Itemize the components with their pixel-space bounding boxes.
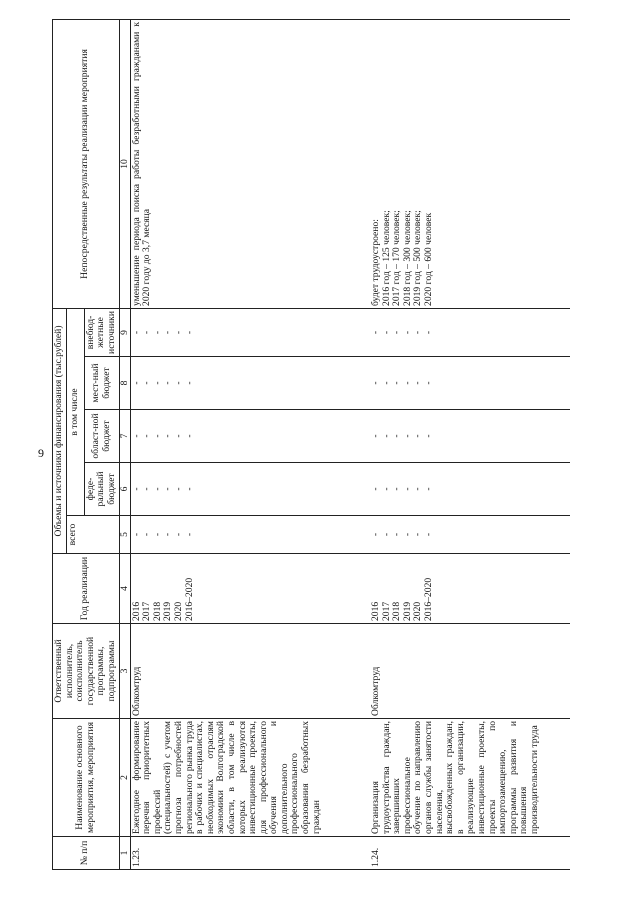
header-funding: Объемы и источники финансирования (тыс.рублей) [53,308,67,553]
column-number: 8 [119,357,130,410]
header-regional: област-ной бюджет [84,410,119,463]
header-year: Год реализации [53,554,120,624]
regional-values: - - - - - - [370,410,570,463]
responsible-executor: Облкомтруд [370,624,570,719]
header-num: № п/п [53,837,120,870]
federal-values: - - - - - - [130,463,370,516]
column-number: 9 [119,308,130,356]
regional-values: - - - - - - [130,410,370,463]
column-numbers-row [119,19,130,869]
column-number: 4 [119,554,130,624]
column-number: 5 [119,516,130,554]
page-number: 9 [38,446,44,460]
table-row [370,19,570,869]
header-responsible: Ответственный исполнитель, соисполнитель государственной программы, подпрограммы [53,624,120,719]
result-text: уменьшение периода поиска работы безработными гражданами к 2020 году до 3,7 месяца [130,19,370,308]
column-number: 10 [119,19,130,308]
years-list: 2016 2017 2018 2019 2020 2016–2020 [130,554,370,624]
result-list: будет трудоустроено: 2016 год – 125 человек; 2017 год – 170 человек; 2018 год – 300 человек; 2019 год – 500 человек; 2020 год – 600 человек [370,19,570,308]
header-extra: внебюд-жетные источники [84,308,119,356]
extra-values: - - - - - - [370,308,570,356]
column-number: 2 [119,719,130,837]
program-table [52,19,570,870]
header-federal: феде-ральный бюджет [84,463,119,516]
header-local: мест-ный бюджет [84,357,119,410]
extra-values: - - - - - - [130,308,370,356]
header-result: Непосредственные результаты реализации мероприятия [53,19,120,308]
header-name: Наименование основного мероприятия, мероприятия [53,719,120,837]
rotated-page [52,20,620,870]
column-number: 6 [119,463,130,516]
federal-values: - - - - - - [370,463,570,516]
column-number: 3 [119,624,130,719]
column-number: 7 [119,410,130,463]
years-list: 2016 2017 2018 2019 2020 2016–2020 [370,554,570,624]
total-values: - - - - - - [130,516,370,554]
table-row [130,19,370,869]
local-values: - - - - - - [130,357,370,410]
activity-name: Ежегодное формирование перечня приоритетных профессий (специальностей) с учетом прогноза потребностей регионального рынка труда в рабочих и специалистах, необходимых отраслям экономики Волгоградской области, в том числе в которых реализуются инвестиционные проекты, для профессионального обучения и дополнительного профессионального образования безработных граждан [130,719,370,837]
row-number: 1.24. [370,837,570,870]
responsible-executor: Облкомтруд [130,624,370,719]
header-total: всего [66,516,119,554]
local-values: - - - - - - [370,357,570,410]
activity-name: Организация трудоустройства граждан, завершивших профессиональное обучение по направлению органов службы занятости населения, высвобожденных граждан, в организации, реализующие инвестиционные проекты, проекты по импортозамещению, программы развития и повышения производительности труда [370,719,570,837]
header-incl: в том числе [66,308,84,515]
column-number: 1 [119,837,130,870]
row-number: 1.23. [130,837,370,870]
total-values: - - - - - - [370,516,570,554]
